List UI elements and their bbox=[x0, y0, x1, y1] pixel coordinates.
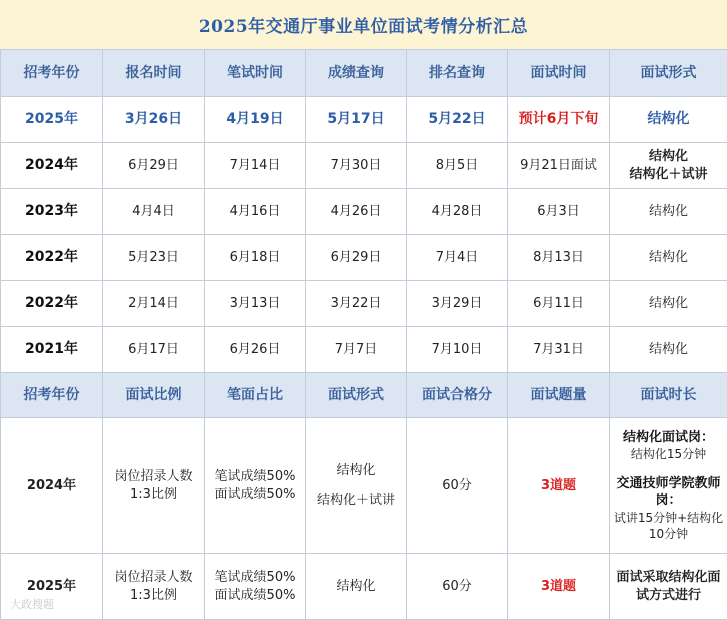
table-header-row bbox=[1, 50, 727, 97]
ratio-line: 1:3比例 bbox=[105, 587, 202, 605]
table-row bbox=[1, 97, 727, 143]
year-cell: 2024年 bbox=[1, 418, 103, 554]
header-cell: 报名时间 bbox=[103, 50, 205, 97]
table-cell: 3月29日 bbox=[407, 281, 508, 327]
weight-line: 面试成绩50% bbox=[207, 486, 303, 504]
duration-heading: 交通技师学院教师岗： bbox=[612, 475, 725, 510]
table-row bbox=[1, 143, 727, 189]
header-cell: 面试形式 bbox=[610, 50, 727, 97]
watermark-text: 大政搜题 bbox=[10, 596, 54, 612]
table-cell: 6月11日 bbox=[508, 281, 610, 327]
table-cell: 结构化 bbox=[610, 235, 727, 281]
table-cell: 结构化 bbox=[306, 554, 407, 620]
ratio-line: 岗位招录人数 bbox=[105, 569, 202, 587]
table-cell: 3月26日 bbox=[103, 97, 205, 143]
summary-table bbox=[0, 49, 727, 620]
header-cell: 招考年份 bbox=[1, 50, 103, 97]
table-cell: 结构化 bbox=[610, 327, 727, 373]
header-cell: 面试时长 bbox=[610, 373, 727, 418]
table-cell: 4月19日 bbox=[205, 97, 306, 143]
question-count: 3道题 bbox=[508, 554, 610, 620]
form-line: 结构化 bbox=[308, 462, 404, 480]
ratio-line: 1:3比例 bbox=[105, 486, 202, 504]
page-title: 2025年交通厅事业单位面试考情分析汇总 bbox=[0, 0, 727, 50]
table-cell: 6月29日 bbox=[103, 143, 205, 189]
table-cell: 8月13日 bbox=[508, 235, 610, 281]
table-cell: 9月21日面试 bbox=[508, 143, 610, 189]
duration-line: 试讲15分钟+结构化10分钟 bbox=[612, 510, 725, 542]
table-cell: 3月13日 bbox=[205, 281, 306, 327]
table-cell: 7月31日 bbox=[508, 327, 610, 373]
table-cell: 7月10日 bbox=[407, 327, 508, 373]
weight-line: 笔试成绩50% bbox=[207, 468, 303, 486]
year-cell: 2023年 bbox=[1, 189, 103, 235]
table-cell: 5月23日 bbox=[103, 235, 205, 281]
header-cell: 招考年份 bbox=[1, 373, 103, 418]
weight-line: 面试成绩50% bbox=[207, 587, 303, 605]
table-cell: 6月3日 bbox=[508, 189, 610, 235]
table-cell: 3月22日 bbox=[306, 281, 407, 327]
header-cell: 面试合格分 bbox=[407, 373, 508, 418]
table-cell: 7月14日 bbox=[205, 143, 306, 189]
year-cell: 2025年 bbox=[1, 554, 103, 620]
table-cell: 5月17日 bbox=[306, 97, 407, 143]
table-cell: 7月30日 bbox=[306, 143, 407, 189]
ratio-line: 岗位招录人数 bbox=[105, 468, 202, 486]
table-row bbox=[1, 327, 727, 373]
table-cell bbox=[610, 418, 727, 554]
year-cell: 2022年 bbox=[1, 235, 103, 281]
header-cell: 面试形式 bbox=[306, 373, 407, 418]
table-cell: 结构化 bbox=[610, 189, 727, 235]
header-cell: 面试比例 bbox=[103, 373, 205, 418]
table-cell bbox=[306, 418, 407, 554]
form-line: 结构化 bbox=[612, 148, 725, 166]
table-cell bbox=[205, 554, 306, 620]
table-cell: 4月28日 bbox=[407, 189, 508, 235]
duration-heading: 结构化面试岗： bbox=[612, 429, 725, 447]
header-cell: 面试时间 bbox=[508, 50, 610, 97]
header-cell: 成绩查询 bbox=[306, 50, 407, 97]
table-cell: 7月4日 bbox=[407, 235, 508, 281]
table-cell: 7月7日 bbox=[306, 327, 407, 373]
table-cell bbox=[610, 143, 727, 189]
table-cell: 2月14日 bbox=[103, 281, 205, 327]
header-cell: 面试题量 bbox=[508, 373, 610, 418]
table-cell: 5月22日 bbox=[407, 97, 508, 143]
table-cell: 结构化 bbox=[610, 97, 727, 143]
table-row bbox=[1, 418, 727, 554]
table-cell: 6月26日 bbox=[205, 327, 306, 373]
interview-time-highlight: 预计6月下旬 bbox=[508, 97, 610, 143]
table-cell: 6月29日 bbox=[306, 235, 407, 281]
table-cell: 4月26日 bbox=[306, 189, 407, 235]
year-cell: 2021年 bbox=[1, 327, 103, 373]
duration-line: 结构化15分钟 bbox=[612, 446, 725, 462]
table-row bbox=[1, 235, 727, 281]
table-cell bbox=[103, 418, 205, 554]
table-row bbox=[1, 281, 727, 327]
table-cell: 4月16日 bbox=[205, 189, 306, 235]
form-line: 结构化＋试讲 bbox=[612, 166, 725, 184]
table-cell: 6月18日 bbox=[205, 235, 306, 281]
question-count: 3道题 bbox=[508, 418, 610, 554]
table-cell: 面试采取结构化面试方式进行 bbox=[610, 554, 727, 620]
table-cell bbox=[205, 418, 306, 554]
table-cell: 6月17日 bbox=[103, 327, 205, 373]
year-cell: 2024年 bbox=[1, 143, 103, 189]
table-cell: 4月4日 bbox=[103, 189, 205, 235]
header-cell: 排名查询 bbox=[407, 50, 508, 97]
year-cell: 2025年 bbox=[1, 97, 103, 143]
header-cell: 笔试时间 bbox=[205, 50, 306, 97]
table-cell: 结构化 bbox=[610, 281, 727, 327]
table-cell bbox=[103, 554, 205, 620]
header-cell: 笔面占比 bbox=[205, 373, 306, 418]
weight-line: 笔试成绩50% bbox=[207, 569, 303, 587]
table-cell: 60分 bbox=[407, 554, 508, 620]
table-header-row bbox=[1, 373, 727, 418]
table-row bbox=[1, 189, 727, 235]
table-row bbox=[1, 554, 727, 620]
year-cell: 2022年 bbox=[1, 281, 103, 327]
table-cell: 60分 bbox=[407, 418, 508, 554]
form-line: 结构化＋试讲 bbox=[308, 492, 404, 510]
table-cell: 8月5日 bbox=[407, 143, 508, 189]
